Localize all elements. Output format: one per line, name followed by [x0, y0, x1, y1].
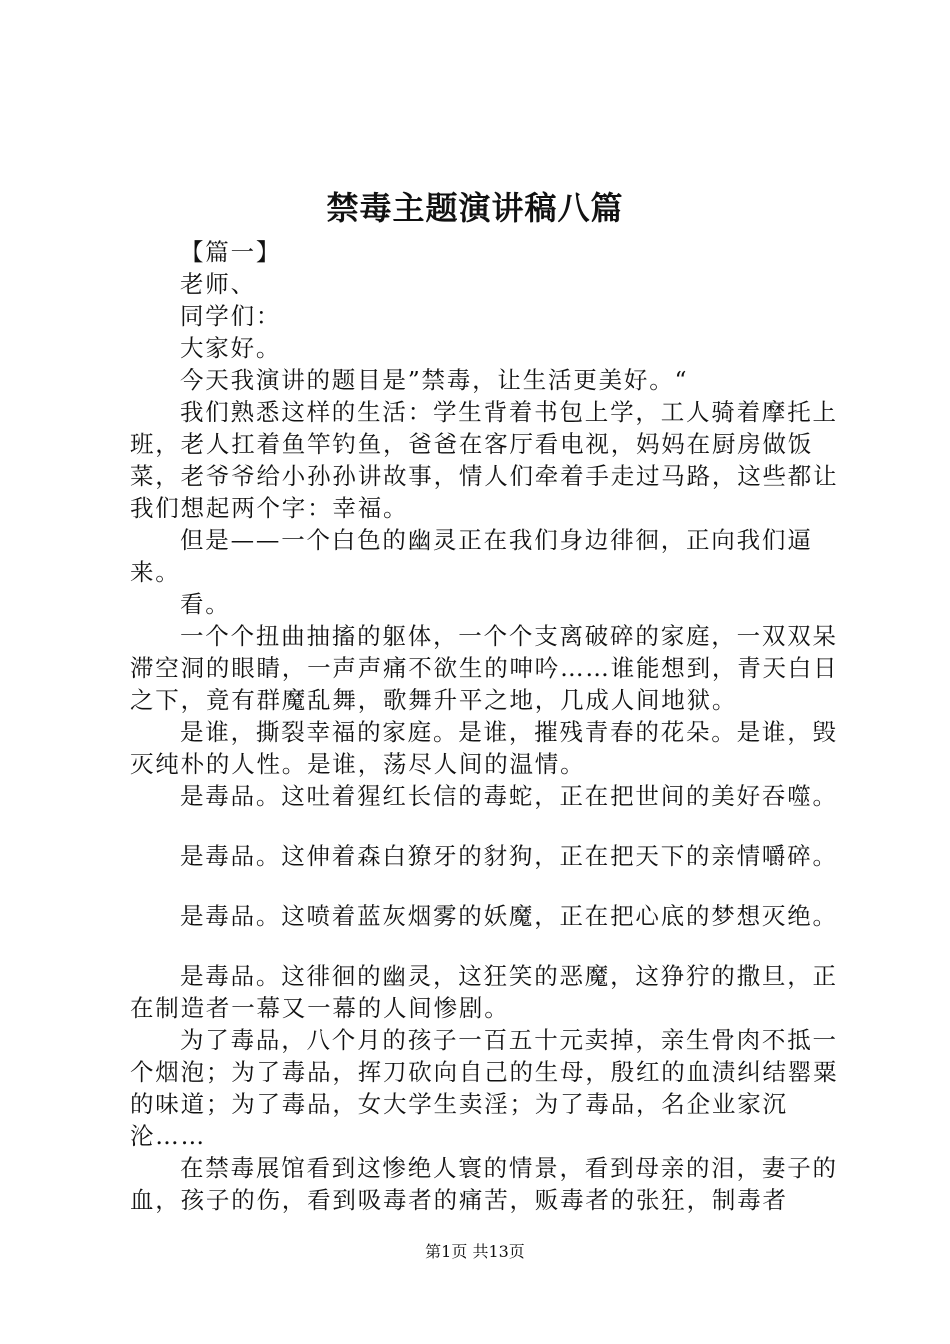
paragraph: 一个个扭曲抽搐的躯体，一个个支离破碎的家庭，一双双呆滞空洞的眼睛，一声声痛不欲生的呻吟……谁能想到，青天白日之下，竟有群魔乱舞，歌舞升平之地，几成人间地狱。 [130, 622, 839, 714]
paragraph: 是谁，撕裂幸福的家庭。是谁，摧残青春的花朵。是谁，毁灭纯朴的人性。是谁，荡尽人间的温情。 [130, 718, 838, 778]
paragraph: 今天我演讲的题目是”禁毒，让生活更美好。“ [180, 366, 689, 394]
paragraph: 但是——一个白色的幽灵正在我们身边徘徊，正向我们逼来。 [130, 526, 813, 586]
paragraph: 是毒品。这伸着森白獠牙的豺狗，正在把天下的亲情嚼碎。 [180, 842, 838, 870]
paragraph: 我们熟悉这样的生活：学生背着书包上学，工人骑着摩托上班，老人扛着鱼竿钓鱼，爸爸在客厅看电视，妈妈在厨房做饭菜，老爷爷给小孙孙讲故事，情人们牵着手走过马路，这些都让我们想起两个字：幸福。 [130, 398, 839, 522]
document-title: 禁毒主题演讲稿八篇 [326, 189, 624, 227]
paragraph: 在禁毒展馆看到这惨绝人寰的情景，看到母亲的泪，妻子的血，孩子的伤，看到吸毒者的痛苦，贩毒者的张狂，制毒者 [130, 1154, 838, 1214]
paragraph: 老师、 [180, 270, 256, 298]
paragraph: 为了毒品，八个月的孩子一百五十元卖掉，亲生骨肉不抵一个烟泡；为了毒品，挥刀砍向自己的生母，殷红的血渍纠结罂粟的味道；为了毒品，女大学生卖淫；为了毒品，名企业家沉沦…… [130, 1026, 839, 1150]
paragraph: 是毒品。这吐着猩红长信的毒蛇，正在把世间的美好吞噬。 [180, 782, 838, 810]
paragraph: 是毒品。这徘徊的幽灵，这狂笑的恶魔，这狰狞的撒旦，正在制造者一幕又一幕的人间惨剧。 [130, 962, 838, 1022]
document-body [130, 236, 842, 1216]
paragraph: 大家好。 [180, 334, 282, 362]
paragraph: 是毒品。这喷着蓝灰烟雾的妖魔，正在把心底的梦想灭绝。 [180, 902, 838, 930]
paragraph: 看。 [180, 590, 231, 618]
page-number: 第1页 共13页 [425, 1242, 525, 1261]
paragraph: 同学们： [180, 302, 282, 330]
section-heading: 【篇一】 [180, 238, 282, 266]
